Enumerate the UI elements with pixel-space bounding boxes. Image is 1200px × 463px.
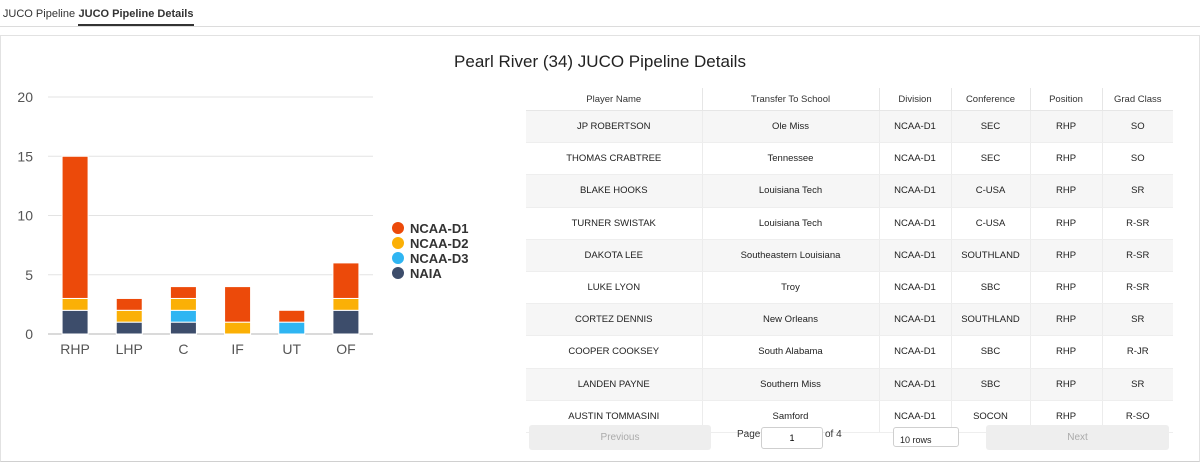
bar-segment-ncaa-d3[interactable] xyxy=(170,310,196,322)
bar-segment-ncaa-d1[interactable] xyxy=(116,298,142,310)
position-cell: RHP xyxy=(1030,207,1102,239)
bar-segment-naia[interactable] xyxy=(116,322,142,334)
division-cell: NCAA-D1 xyxy=(879,271,951,303)
transfer-school-cell: Tennessee xyxy=(702,143,879,175)
column-header-division[interactable]: Division xyxy=(879,88,951,111)
y-tick-label: 15 xyxy=(17,148,33,165)
previous-button[interactable]: Previous xyxy=(529,425,711,450)
transfer-school-cell: Louisiana Tech xyxy=(702,207,879,239)
table-row[interactable] xyxy=(526,336,1173,368)
grad-class-cell: SO xyxy=(1102,111,1173,143)
tab-bar xyxy=(0,0,1200,27)
players-table xyxy=(526,88,1173,433)
division-cell: NCAA-D1 xyxy=(879,207,951,239)
y-tick-label: 10 xyxy=(17,207,33,224)
position-cell: RHP xyxy=(1030,336,1102,368)
player-name-cell: CORTEZ DENNIS xyxy=(526,304,702,336)
transfer-school-cell: Southern Miss xyxy=(702,368,879,400)
table-row[interactable] xyxy=(526,368,1173,400)
table-row[interactable] xyxy=(526,239,1173,271)
column-header-grad-class[interactable]: Grad Class xyxy=(1102,88,1173,111)
legend-item-label[interactable]: NCAA-D2 xyxy=(410,236,469,251)
bar-segment-ncaa-d2[interactable] xyxy=(116,310,142,322)
transfer-school-cell: Samford xyxy=(702,400,879,432)
division-cell: NCAA-D1 xyxy=(879,175,951,207)
conference-cell: SBC xyxy=(951,271,1030,303)
division-cell: NCAA-D1 xyxy=(879,336,951,368)
position-cell: RHP xyxy=(1030,143,1102,175)
position-cell: RHP xyxy=(1030,400,1102,432)
player-name-cell: AUSTIN TOMMASINI xyxy=(526,400,702,432)
bar-segment-ncaa-d2[interactable] xyxy=(333,298,359,310)
legend-marker xyxy=(392,252,404,264)
grad-class-cell: SR xyxy=(1102,175,1173,207)
player-name-cell: THOMAS CRABTREE xyxy=(526,143,702,175)
legend-marker xyxy=(392,237,404,249)
legend-item-label[interactable]: NCAA-D3 xyxy=(410,251,469,266)
table-row[interactable] xyxy=(526,111,1173,143)
conference-cell: SOUTHLAND xyxy=(951,239,1030,271)
next-button[interactable]: Next xyxy=(986,425,1169,450)
bar-segment-ncaa-d1[interactable] xyxy=(170,287,196,299)
conference-cell: SOUTHLAND xyxy=(951,304,1030,336)
column-header-player-name[interactable]: Player Name xyxy=(526,88,702,111)
legend-item-label[interactable]: NAIA xyxy=(410,266,442,281)
position-cell: RHP xyxy=(1030,175,1102,207)
page-title: Pearl River (34) JUCO Pipeline Details xyxy=(454,52,746,71)
division-cell: NCAA-D1 xyxy=(879,143,951,175)
column-header-conference[interactable]: Conference xyxy=(951,88,1030,111)
conference-cell: SEC xyxy=(951,143,1030,175)
y-tick-label: 20 xyxy=(17,89,33,105)
grad-class-cell: R-SO xyxy=(1102,400,1173,432)
player-name-cell: DAKOTA LEE xyxy=(526,239,702,271)
pagination xyxy=(526,421,1173,455)
conference-cell: C-USA xyxy=(951,175,1030,207)
grad-class-cell: SR xyxy=(1102,304,1173,336)
x-tick-label: OF xyxy=(336,341,356,357)
table-row[interactable] xyxy=(526,207,1173,239)
page-number-input[interactable] xyxy=(761,427,823,449)
legend-marker xyxy=(392,267,404,279)
transfer-school-cell: Southeastern Louisiana xyxy=(702,239,879,271)
transfer-school-cell: South Alabama xyxy=(702,336,879,368)
bar-segment-ncaa-d1[interactable] xyxy=(225,287,251,323)
position-cell: RHP xyxy=(1030,111,1102,143)
grad-class-cell: R-JR xyxy=(1102,336,1173,368)
division-cell: NCAA-D1 xyxy=(879,239,951,271)
rows-per-page-select[interactable]: 10 rows xyxy=(893,427,959,447)
grad-class-cell: R-SR xyxy=(1102,271,1173,303)
legend-marker xyxy=(392,222,404,234)
tab-juco-pipeline-details[interactable]: JUCO Pipeline Details xyxy=(78,0,194,26)
bar-segment-ncaa-d1[interactable] xyxy=(62,156,88,298)
x-tick-label: C xyxy=(178,341,189,357)
conference-cell: SEC xyxy=(951,111,1030,143)
table-header-row xyxy=(526,88,1173,111)
division-cell: NCAA-D1 xyxy=(879,368,951,400)
bar-segment-ncaa-d2[interactable] xyxy=(225,322,251,334)
bar-segment-ncaa-d2[interactable] xyxy=(62,298,88,310)
position-cell: RHP xyxy=(1030,368,1102,400)
y-tick-label: 5 xyxy=(25,266,33,283)
grad-class-cell: SO xyxy=(1102,143,1173,175)
bar-segment-ncaa-d3[interactable] xyxy=(279,322,305,334)
x-tick-label: LHP xyxy=(115,341,143,357)
transfer-school-cell: Troy xyxy=(702,271,879,303)
division-cell: NCAA-D1 xyxy=(879,304,951,336)
y-tick-label: 0 xyxy=(25,326,33,342)
transfer-school-cell: Ole Miss xyxy=(702,111,879,143)
table-row[interactable] xyxy=(526,271,1173,303)
page-count-label: of 4 xyxy=(825,429,842,440)
grad-class-cell: R-SR xyxy=(1102,207,1173,239)
grad-class-cell: R-SR xyxy=(1102,239,1173,271)
tab-juco-pipeline[interactable]: JUCO Pipeline xyxy=(2,8,76,20)
grad-class-cell: SR xyxy=(1102,368,1173,400)
conference-cell: SBC xyxy=(951,368,1030,400)
player-name-cell: LANDEN PAYNE xyxy=(526,368,702,400)
bar-segment-ncaa-d1[interactable] xyxy=(333,263,359,299)
table-row[interactable] xyxy=(526,304,1173,336)
column-header-transfer-school[interactable]: Transfer To School xyxy=(702,88,879,111)
page-label: Page xyxy=(737,429,761,440)
x-tick-label: UT xyxy=(282,341,302,357)
x-tick-label: IF xyxy=(231,341,244,357)
position-cell: RHP xyxy=(1030,271,1102,303)
transfer-school-cell: New Orleans xyxy=(702,304,879,336)
player-name-cell: BLAKE HOOKS xyxy=(526,175,702,207)
column-header-position[interactable]: Position xyxy=(1030,88,1102,111)
conference-cell: SBC xyxy=(951,336,1030,368)
division-cell: NCAA-D1 xyxy=(879,400,951,432)
bar-segment-naia[interactable] xyxy=(62,310,88,334)
legend-item-label[interactable]: NCAA-D1 xyxy=(410,221,469,236)
transfer-school-cell: Louisiana Tech xyxy=(702,175,879,207)
player-name-cell: COOPER COOKSEY xyxy=(526,336,702,368)
player-name-cell: LUKE LYON xyxy=(526,271,702,303)
bar-segment-ncaa-d1[interactable] xyxy=(279,310,305,322)
position-cell: RHP xyxy=(1030,239,1102,271)
bar-segment-naia[interactable] xyxy=(170,322,196,334)
table-row[interactable] xyxy=(526,143,1173,175)
table-row[interactable] xyxy=(526,175,1173,207)
bar-segment-ncaa-d2[interactable] xyxy=(170,298,196,310)
conference-cell: C-USA xyxy=(951,207,1030,239)
division-cell: NCAA-D1 xyxy=(879,111,951,143)
conference-cell: SOCON xyxy=(951,400,1030,432)
player-name-cell: JP ROBERTSON xyxy=(526,111,702,143)
stacked-bar-chart xyxy=(0,80,500,380)
x-tick-label: RHP xyxy=(60,341,90,357)
bar-segment-naia[interactable] xyxy=(333,310,359,334)
position-cell: RHP xyxy=(1030,304,1102,336)
player-name-cell: TURNER SWISTAK xyxy=(526,207,702,239)
